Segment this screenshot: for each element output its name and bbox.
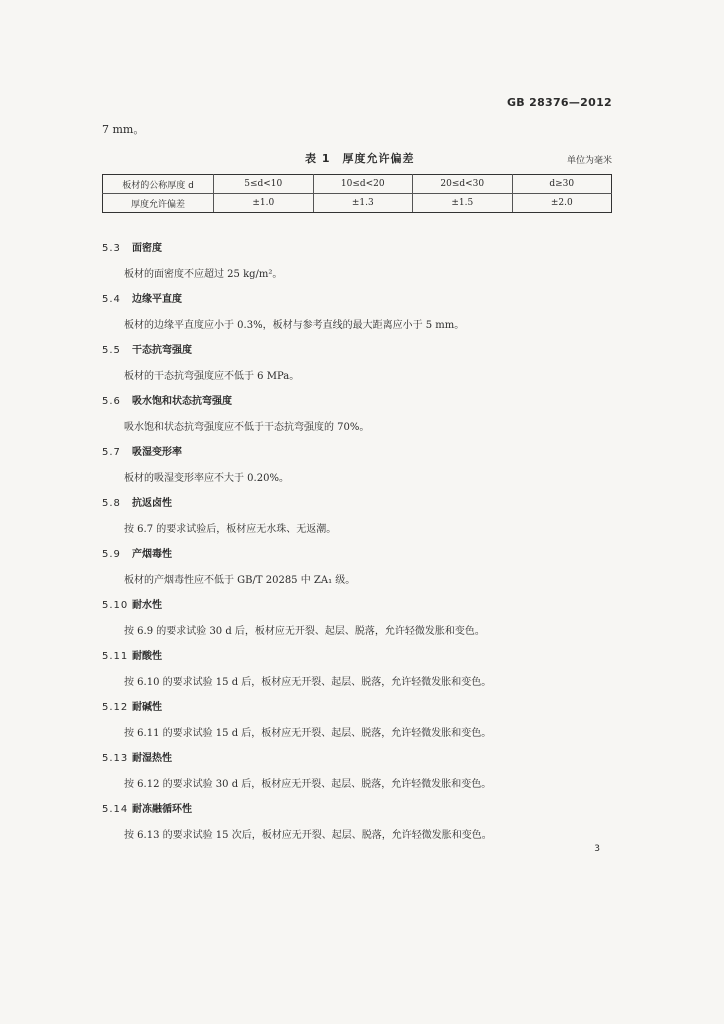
table-cell: 5≤d<10 xyxy=(214,175,314,194)
section-number: 5.8 xyxy=(102,498,121,509)
section-heading xyxy=(102,392,232,407)
section-heading xyxy=(102,290,182,305)
table-row xyxy=(103,194,612,213)
table-row xyxy=(103,175,612,194)
section-title: 产烟毒性 xyxy=(132,549,172,560)
standard-number: GB 28376—2012 xyxy=(506,96,612,109)
section-heading xyxy=(102,239,162,254)
section-title: 吸水饱和状态抗弯强度 xyxy=(132,396,232,407)
section-title: 干态抗弯强度 xyxy=(132,345,192,356)
section-number: 5.11 xyxy=(102,651,129,662)
section-heading xyxy=(102,749,172,764)
page-number: 3 xyxy=(594,844,600,854)
section-number: 5.7 xyxy=(102,447,121,458)
section-body: 按 6.13 的要求试验 15 次后，板材应无开裂、起层、脱落，允许轻微发胀和变色。 xyxy=(124,830,492,841)
section-body: 板材的边缘平直度应小于 0.3%，板材与参考直线的最大距离应小于 5 mm。 xyxy=(124,320,465,331)
section-title: 耐水性 xyxy=(132,600,162,611)
section-heading xyxy=(102,545,172,560)
section-number: 5.4 xyxy=(102,294,121,305)
section-title: 耐酸性 xyxy=(132,651,162,662)
continued-text: 7 mm。 xyxy=(102,123,145,136)
section-body: 板材的产烟毒性应不低于 GB/T 20285 中 ZA₁ 级。 xyxy=(124,575,356,586)
table-cell: ±1.5 xyxy=(413,194,513,213)
table-cell: 20≤d<30 xyxy=(413,175,513,194)
table-cell: 板材的公称厚度 d xyxy=(103,175,214,194)
section-heading xyxy=(102,494,172,509)
section-body: 板材的吸湿变形率应不大于 0.20%。 xyxy=(124,473,289,484)
section-body: 按 6.12 的要求试验 30 d 后，板材应无开裂、起层、脱落，允许轻微发胀和变色。 xyxy=(124,779,492,790)
table-unit: 单位为毫米 xyxy=(566,156,612,166)
section-body: 按 6.9 的要求试验 30 d 后，板材应无开裂、起层、脱落，允许轻微发胀和变色。 xyxy=(124,626,485,637)
section-title: 耐湿热性 xyxy=(132,753,172,764)
section-number: 5.12 xyxy=(102,702,129,713)
section-number: 5.5 xyxy=(102,345,121,356)
table-cell: 10≤d<20 xyxy=(313,175,413,194)
section-title: 抗返卤性 xyxy=(132,498,172,509)
section-heading xyxy=(102,341,192,356)
section-title: 面密度 xyxy=(132,243,162,254)
section-title: 边缘平直度 xyxy=(132,294,182,305)
table-cell: ±1.0 xyxy=(214,194,314,213)
section-heading xyxy=(102,443,182,458)
table-cell: ±1.3 xyxy=(313,194,413,213)
thickness-tolerance-table xyxy=(102,174,612,213)
section-body: 按 6.11 的要求试验 15 d 后，板材应无开裂、起层、脱落，允许轻微发胀和变色。 xyxy=(124,728,492,739)
section-heading xyxy=(102,647,162,662)
section-body: 吸水饱和状态抗弯强度应不低于干态抗弯强度的 70%。 xyxy=(124,422,370,433)
section-body: 板材的面密度不应超过 25 kg/m²。 xyxy=(124,269,283,280)
section-number: 5.9 xyxy=(102,549,121,560)
section-body: 按 6.7 的要求试验后，板材应无水珠、无返潮。 xyxy=(124,524,337,535)
section-number: 5.6 xyxy=(102,396,121,407)
section-number: 5.10 xyxy=(102,600,129,611)
section-title: 耐冻融循环性 xyxy=(132,804,192,815)
section-title: 吸湿变形率 xyxy=(132,447,182,458)
table-caption: 表 1 厚度允许偏差 xyxy=(305,152,415,165)
section-heading xyxy=(102,698,162,713)
section-title: 耐碱性 xyxy=(132,702,162,713)
section-body: 按 6.10 的要求试验 15 d 后，板材应无开裂、起层、脱落，允许轻微发胀和变色。 xyxy=(124,677,492,688)
table-cell: ±2.0 xyxy=(512,194,612,213)
section-heading xyxy=(102,800,192,815)
table-cell: 厚度允许偏差 xyxy=(103,194,214,213)
section-number: 5.3 xyxy=(102,243,121,254)
section-number: 5.13 xyxy=(102,753,129,764)
section-body: 板材的干态抗弯强度应不低于 6 MPa。 xyxy=(124,371,300,382)
section-number: 5.14 xyxy=(102,804,129,815)
section-heading xyxy=(102,596,162,611)
table-cell: d≥30 xyxy=(512,175,612,194)
